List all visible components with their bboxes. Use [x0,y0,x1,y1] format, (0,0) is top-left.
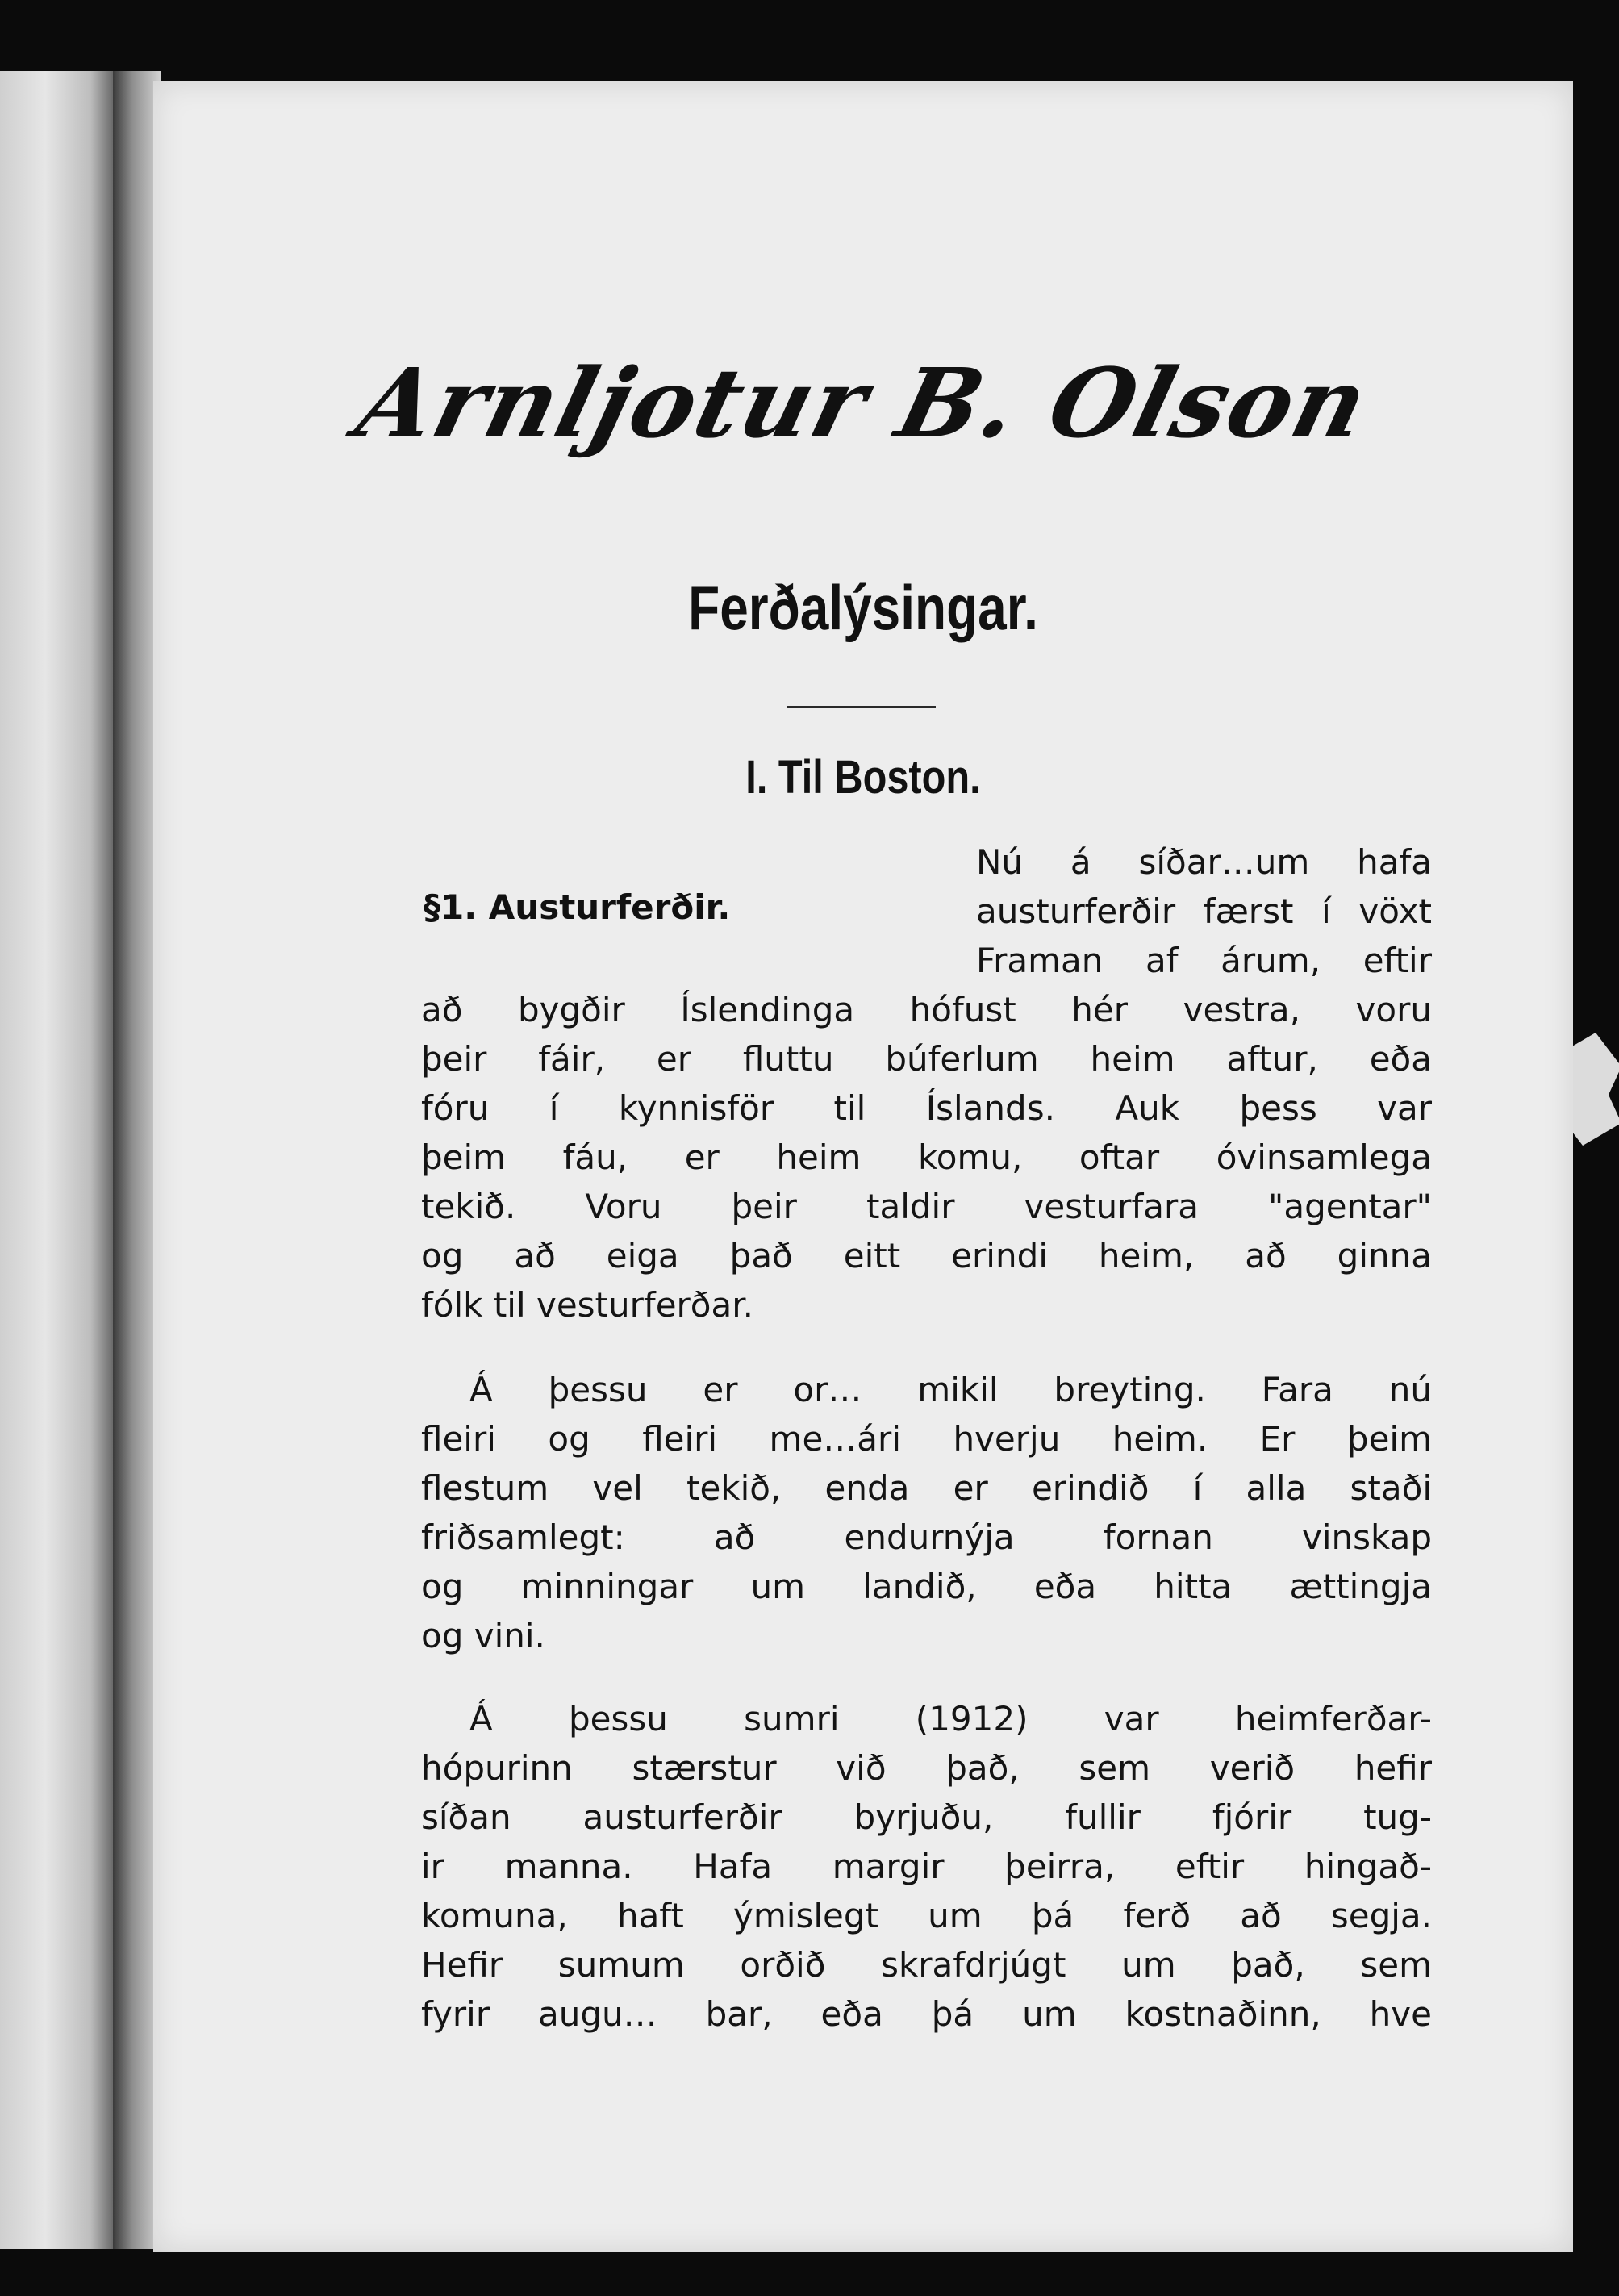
chapter-heading: I. Til Boston. [745,751,981,804]
text-line: austurferðir færst í vöxt [976,891,1432,931]
text-line: friðsamlegt: að endurnýja fornan vinskap [421,1517,1432,1557]
text-line: Á þessu er or… mikil breyting. Fara nú [469,1370,1432,1409]
text-line: fólk til vesturferðar. [421,1285,754,1325]
title-divider [787,706,936,708]
page-title: Ferðalýsingar. [688,572,1038,643]
text-line: komuna, haft ýmislegt um þá ferð að segja. [421,1896,1432,1935]
text-line: tekið. Voru þeir taldir vesturfara "agentar" [421,1187,1432,1226]
left-page-edge [0,71,113,2249]
text-line: fyrir augu… bar, eða þá um kostnaðinn, hve [421,1994,1432,2034]
text-line: Nú á síðar…um hafa [976,842,1432,882]
author-signature: Arnljotur B. Olson [346,347,1380,459]
text-line: flestum vel tekið, enda er erindið í alla staði [421,1468,1432,1508]
text-line: hópurinn stærstur við það, sem verið hefir [421,1748,1432,1788]
right-page [153,81,1573,2252]
text-line: fóru í kynnisför til Íslands. Auk þess var [421,1088,1432,1128]
text-line: og vini. [421,1616,545,1655]
text-line: Á þessu sumri (1912) var heimferðar- [469,1699,1432,1739]
text-line: þeir fáir, er fluttu búferlum heim aftur, eða [421,1039,1432,1079]
section-heading: §1. Austurferðir. [424,887,731,927]
text-line: þeim fáu, er heim komu, oftar óvinsamlega [421,1138,1432,1177]
text-line: ir manna. Hafa margir þeirra, eftir hingað- [421,1847,1432,1886]
text-line: og minningar um landið, eða hitta ættingja [421,1567,1432,1606]
text-line: að bygðir Íslendinga hófust hér vestra, voru [421,990,1432,1029]
text-line: Hefir sumum orðið skrafdrjúgt um það, sem [421,1945,1432,1985]
text-line: fleiri og fleiri me…ári hverju heim. Er þeim [421,1419,1432,1459]
text-line: og að eiga það eitt erindi heim, að ginna [421,1236,1432,1275]
text-line: síðan austurferðir byrjuðu, fullir fjórir tug- [421,1797,1432,1837]
text-line: Framan af árum, eftir [976,941,1432,980]
